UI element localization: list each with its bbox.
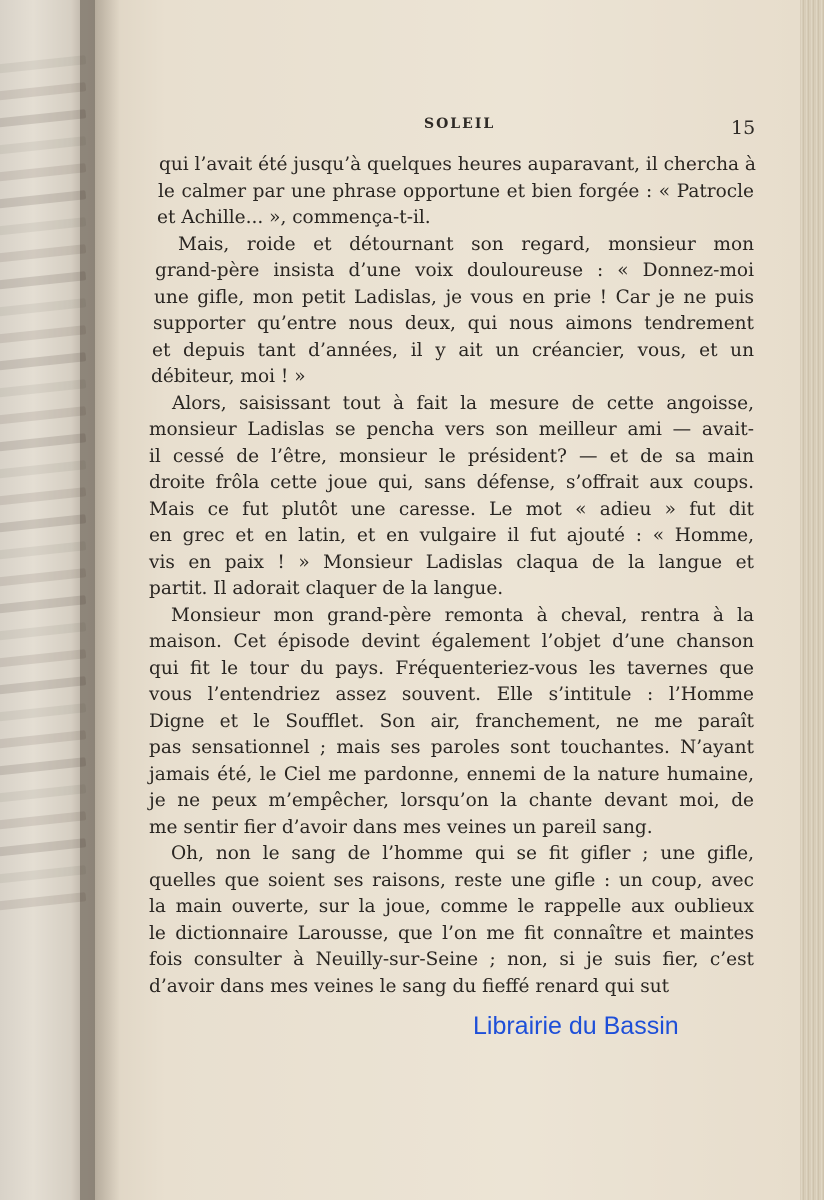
text-line: jamais été, le Ciel me pardonne, ennemi de la nature humaine,: [149, 763, 754, 785]
facing-page-ghost-line: [0, 595, 86, 614]
facing-page-ghost-line: [0, 352, 86, 371]
facing-page-ghost-line: [0, 136, 86, 155]
text-line: quelles que soient ses raisons, reste une gifle : un coup, avec: [149, 869, 754, 891]
text-line: vis en paix ! » Monsieur Ladislas claqua de la langue et: [149, 551, 754, 573]
text-line: grand-père insista d’une voix douloureuse : « Donnez-moi: [155, 260, 754, 281]
facing-page-ghost-line: [0, 757, 86, 776]
facing-page-ghost-line: [0, 676, 86, 695]
facing-page-ghost-line: [0, 325, 86, 344]
watermark: Librairie du Bassin: [473, 1012, 679, 1040]
text-line: débiteur, moi ! »: [151, 366, 306, 387]
facing-page-ghost-line: [0, 379, 86, 398]
text-line: maison. Cet épisode devint également l’objet d’une chanson: [149, 631, 754, 652]
facing-page-ghost-line: [0, 271, 86, 290]
text-line: fois consulter à Neuilly-sur-Seine ; non, si je suis fier, c’est: [149, 949, 754, 970]
text-line: le calmer par une phrase opportune et bien forgée : « Patrocle: [158, 180, 754, 202]
facing-page-ghost-line: [0, 487, 86, 506]
text-line: supporter qu’entre nous deux, qui nous aimons tendrement: [153, 313, 754, 334]
text-line: me sentir fier d’avoir dans mes veines un pareil sang.: [149, 816, 653, 838]
facing-page-ghost-line: [0, 217, 86, 236]
text-line: d’avoir dans mes veines le sang du fieffé renard qui sut: [149, 975, 670, 997]
book-page: [95, 0, 800, 1200]
facing-page-ghost-line: [0, 622, 86, 641]
text-line: en grec et en latin, et en vulgaire il fut ajouté : « Homme,: [149, 525, 754, 546]
facing-page-ghost-line: [0, 784, 86, 803]
facing-page-ghost-line: [0, 892, 86, 911]
text-line: Mais ce fut plutôt une caresse. Le mot « adieu » fut dit: [149, 498, 754, 520]
text-line: vous l’entendriez assez souvent. Elle s’intitule : l’Homme: [149, 684, 754, 705]
facing-page-ghost-line: [0, 865, 86, 884]
text-line: Mais, roide et détournant son regard, monsieur mon: [178, 233, 754, 255]
facing-page-ghost-line: [0, 298, 86, 317]
gutter-shadow: [80, 0, 120, 1200]
text-line: et depuis tant d’années, il y ait un créancier, vous, et un: [152, 339, 754, 361]
text-line: monsieur Ladislas se pencha vers son meilleur ami — avait-: [149, 419, 754, 440]
facing-page-ghost-line: [0, 55, 86, 74]
text-line: partit. Il adorait claquer de la langue.: [149, 578, 504, 599]
facing-page-ghost-line: [0, 244, 86, 263]
text-line: le dictionnaire Larousse, que l’on me fit connaître et maintes: [149, 922, 754, 944]
text-line: droite frôla cette joue qui, sans défense, s’offrait aux coups.: [149, 472, 754, 493]
facing-page-ghost-line: [0, 541, 86, 560]
text-line: je ne peux m’empêcher, lorsqu’on la chante devant moi, de: [149, 790, 754, 811]
facing-page-ghost-line: [0, 811, 86, 830]
facing-page-ghost-line: [0, 433, 86, 452]
text-line: il cessé de l’être, monsieur le président? — et de sa main: [149, 445, 754, 467]
facing-page-ghost-line: [0, 838, 86, 857]
page-number: 15: [731, 117, 756, 139]
text-line: qui l’avait été jusqu’à quelques heures auparavant, il chercha à: [159, 154, 756, 175]
facing-page-ghost-line: [0, 190, 86, 209]
facing-page-ghost-line: [0, 163, 86, 182]
text-line: Alors, saisissant tout à fait la mesure de cette angoisse,: [172, 392, 754, 414]
text-line: Digne et le Soufflet. Son air, franchement, ne me paraît: [149, 710, 754, 732]
text-line: Oh, non le sang de l’homme qui se fit gifler ; une gifle,: [171, 843, 754, 864]
facing-page-ghost-line: [0, 703, 86, 722]
running-head: SOLEIL: [424, 116, 496, 132]
text-line: une gifle, mon petit Ladislas, je vous en prie ! Car je ne puis: [154, 286, 754, 308]
page-edges: [800, 0, 824, 1200]
facing-page-ghost-line: [0, 109, 86, 128]
facing-page-ghost-line: [0, 568, 86, 587]
facing-page-ghost-line: [0, 649, 86, 668]
text-line: qui fit le tour du pays. Fréquenteriez-vous les tavernes que: [149, 657, 754, 679]
text-line: pas sensationnel ; mais ses paroles sont touchantes. N’ayant: [149, 737, 754, 758]
text-line: la main ouverte, sur la joue, comme le rappelle aux oublieux: [149, 896, 754, 917]
text-line: et Achille... », commença-t-il.: [157, 207, 431, 228]
text-line: Monsieur mon grand-père remonta à cheval, rentra à la: [171, 604, 754, 626]
facing-page-ghost-line: [0, 730, 86, 749]
facing-page-ghost-line: [0, 460, 86, 479]
facing-page-ghost-line: [0, 406, 86, 425]
facing-page-ghost-line: [0, 514, 86, 533]
facing-page-ghost-line: [0, 82, 86, 101]
